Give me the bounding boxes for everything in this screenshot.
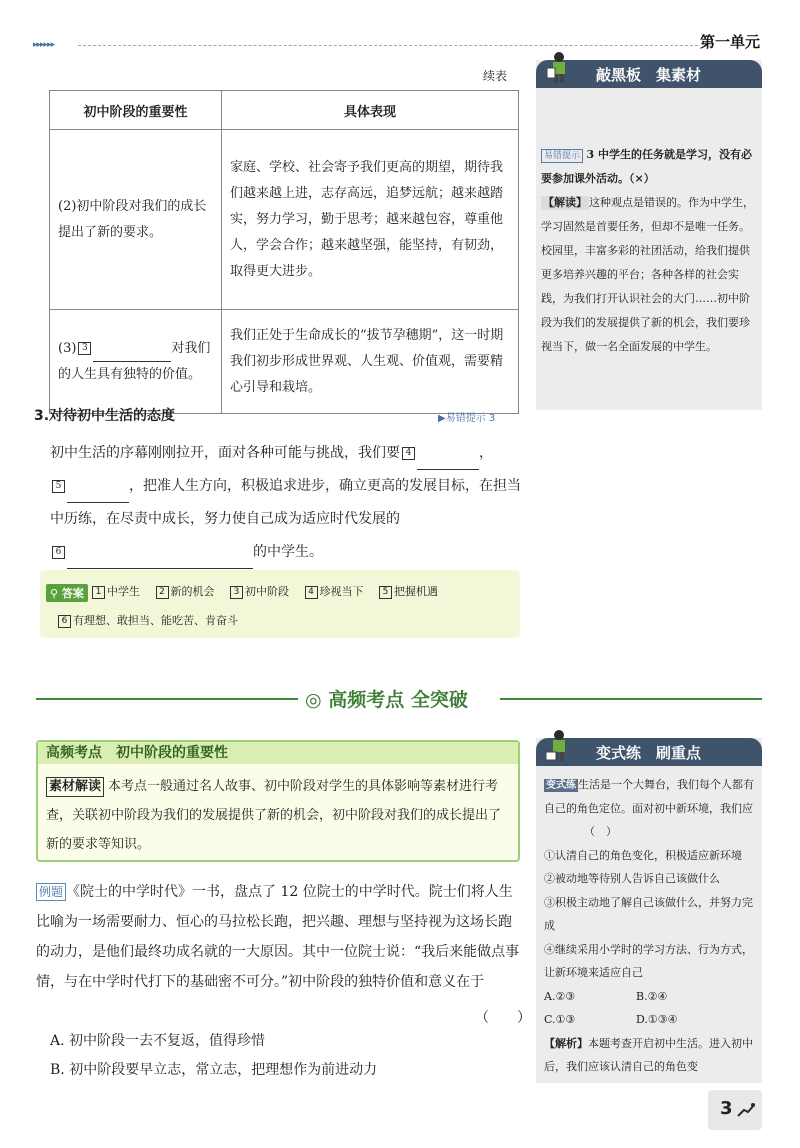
table-cell-blank-row: [50, 310, 222, 414]
answer-item: [303, 585, 364, 598]
answer-number-box: 4: [305, 586, 318, 599]
table-row: [50, 310, 519, 414]
variant-answer-parentheses[interactable]: （ ）: [584, 825, 617, 838]
table-continued-label: 续表: [483, 69, 508, 83]
page-number: 3: [720, 1098, 733, 1119]
key-point-label: 高频考点: [46, 745, 102, 761]
student-figure-icon: [546, 728, 572, 762]
analysis-tag: 【解析】: [544, 1036, 588, 1050]
blackboard-panel-title: 敲黑板 集素材: [596, 66, 702, 84]
key-point-header: [38, 742, 518, 764]
answer-box: [40, 570, 520, 638]
error-tip-tag: 易错提示: [541, 149, 583, 163]
answer-row: [56, 612, 238, 628]
material-interpretation: [46, 772, 508, 859]
runner-icon: [736, 1102, 756, 1118]
answer-text: 把握机遇: [394, 585, 438, 598]
answer-item: [90, 585, 140, 598]
banner-rule-right: [500, 698, 762, 700]
error-tip-link[interactable]: ▶易错提示 3: [438, 413, 496, 424]
unit-title: 第一单元: [699, 33, 760, 51]
analysis-text: 本题考查开启初中生活。进入初中后，我们应该认清自己的角色变: [544, 1036, 753, 1073]
answer-number-box: 6: [58, 615, 71, 628]
answer-text: 新的机会: [170, 585, 215, 598]
variant-statement: ②被动地等待别人告诉自己该做什么: [544, 872, 720, 885]
example-question: [36, 877, 520, 997]
fill-blank-6[interactable]: [67, 552, 253, 569]
para-text: 初中生活的序幕刚刚拉开，面对各种可能与挑战，我们要: [50, 445, 400, 461]
example-tag: 例题: [36, 883, 66, 901]
option-b[interactable]: B. 初中阶段要早立志，常立志，把理想作为前进动力: [50, 1062, 378, 1078]
variant-statement: ①认清自己的角色变化，积极适应新环境: [544, 848, 742, 862]
answer-number-box: 5: [379, 586, 392, 599]
answer-tag: ⚲ 答案: [46, 584, 88, 602]
answer-number-box: 1: [92, 586, 105, 599]
row3-prefix: (3): [58, 340, 77, 356]
table-cell: 我们正处于生命成长的“拔节孕穗期”，这一时期我们初步形成世界观、人生观、价值观，需要精心引导和栽培。: [222, 310, 519, 414]
fill-blank-5[interactable]: [67, 486, 129, 503]
fill-blank-3[interactable]: [93, 345, 171, 362]
blackboard-panel-body: [541, 143, 757, 359]
blank-number-box: 5: [52, 480, 65, 493]
banner-title-text: 高频考点 全突破: [328, 689, 468, 711]
variant-option-c[interactable]: C.①③: [544, 1013, 576, 1026]
answer-tag-label: 答案: [61, 587, 84, 600]
variant-practice-title: 变式练 刷重点: [596, 744, 702, 762]
header-arrow-dots: ▸▸▸▸▸▸: [33, 40, 55, 50]
answer-number-box: 2: [156, 586, 169, 599]
table-cell: (2)初中阶段对我们的成长提出了新的要求。: [50, 130, 222, 310]
para-text: ，把准人生方向，积极追求进步，确立更高的发展目标，在担当中历练，在尽责中成长，努力使自己成为适应时代发展的: [50, 478, 521, 527]
answer-item: [228, 585, 289, 598]
material-tag: 素材解读: [46, 777, 104, 797]
para-text: 的中学生。: [253, 544, 323, 560]
answer-parentheses[interactable]: （ ）: [475, 1010, 531, 1026]
answer-text: 有理想、敢担当、能吃苦、肯奋斗: [73, 614, 238, 627]
variant-option-b[interactable]: B.②④: [636, 989, 668, 1003]
answer-number-box: 3: [230, 586, 243, 599]
blank-number-box: 4: [402, 447, 415, 460]
answer-item: [377, 585, 438, 598]
section3-paragraph: 初中生活的序幕刚刚拉开，面对各种可能与挑战，我们要 4 ， 5 ，把准人生方向，积极追求进步，确立更高的发展目标，在担当中历练，在尽责中成长，努力使自己成为适应时代发展的 6 的中学生。: [50, 437, 522, 569]
teacher-figure-icon: [546, 50, 572, 84]
material-text: 本考点一般通过名人故事、初中阶段对学生的具体影响等素材进行考查，关联初中阶段为我们的发展提供了新的机会，初中阶段对我们的成长提出了新的要求等知识。: [46, 779, 502, 852]
interpretation-tag: 【解读】: [543, 196, 587, 209]
page-number-badge: [708, 1090, 762, 1130]
answer-text: 初中阶段: [245, 585, 289, 598]
answer-row: [90, 583, 448, 599]
variant-practice-header: [536, 738, 762, 766]
table-cell: 家庭、学校、社会寄予我们更高的期望，期待我们越来越上进，志存高远，追梦远航；越来越踏实，努力学习，勤于思考；越来越包容，尊重他人，学会合作；越来越坚强，能坚持，有韧劲，取得更大进步。: [222, 130, 519, 310]
variant-question: 生活是一个大舞台，我们每个人都有自己的角色定位。面对初中新环境，我们应: [544, 778, 754, 815]
row3-suffix: 对我们的人生具有独特的价值。: [58, 340, 211, 382]
fill-blank-4[interactable]: [417, 453, 479, 470]
importance-table: [49, 90, 519, 414]
banner-rule-left: [36, 698, 298, 700]
key-point-topic: 初中阶段的重要性: [116, 745, 228, 761]
key-point-box: [36, 740, 520, 862]
tip-statement: 3 中学生的任务就是学习，没有必要参加课外活动。（×）: [541, 148, 752, 185]
blank-number-box: 3: [78, 342, 91, 355]
banner-title: ◎ 高频考点 全突破: [305, 689, 468, 711]
table-header-performance: 具体表现: [222, 91, 519, 130]
answer-text: 中学生: [107, 585, 140, 598]
variant-practice-body: [544, 773, 756, 1079]
option-a[interactable]: A. 初中阶段一去不复返，值得珍惜: [50, 1033, 266, 1049]
blackboard-panel-header: [536, 60, 762, 88]
header-dashed-line: [78, 45, 698, 46]
variant-tag: 变式练: [546, 780, 576, 791]
variant-option-a[interactable]: A.②③: [544, 989, 576, 1003]
table-row: [50, 130, 519, 310]
answer-item: [154, 585, 215, 598]
blank-number-box: 6: [52, 546, 65, 559]
section-heading: 3.对待初中生活的态度: [34, 408, 176, 424]
variant-statement: ③积极主动地了解自己该做什么，并努力完成: [544, 895, 753, 932]
table-header-importance: 初中阶段的重要性: [50, 91, 222, 130]
table-header-row: [50, 91, 519, 130]
answer-text: 珍视当下: [319, 585, 364, 598]
variant-option-d[interactable]: D.①③④: [636, 1013, 678, 1026]
variant-statement: ④继续采用小学时的学习方法、行为方式，让新环境来适应自己: [544, 942, 753, 979]
interpretation-text: 这种观点是错误的。作为中学生，学习固然是首要任务，但却不是唯一任务。校园里，丰富多彩的社团活动，给我们提供更多培养兴趣的平台；各种各样的社会实践，为我们打开认识社会的大门……初中阶段为我们的发展提供了新的机会，我们要珍视当下，做一名全面发展的中学生。: [541, 196, 754, 353]
example-text: 《院士的中学时代》一书，盘点了 12 位院士的中学时代。院士们将人生比喻为一场需要耐力、恒心的马拉松长跑，把兴趣、理想与坚持视为这场长跑的动力，是他们最终功成名就的一大原因。其中一位院士说：“我后来能做点事情，与在中学时代打下的基础密不可分。”初中阶段的独特价值和意义在于: [36, 884, 520, 990]
